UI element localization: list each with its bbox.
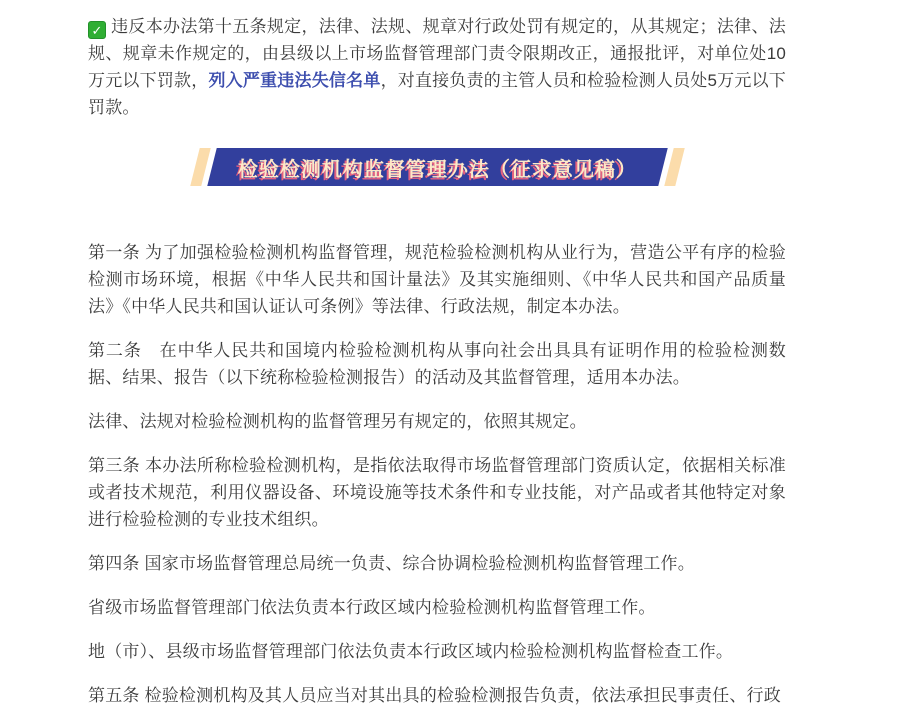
article-paragraph-1: 第一条 为了加强检验检测机构监督管理，规范检验检测机构从业行为，营造公平有序的检验检测市场环境，根据《中华人民共和国计量法》及其实施细则、《中华人民共和国产品质量法》《中华人民共和国认证认可条例》等法律、行政法规，制定本办法。 (88, 243, 786, 316)
intro-text-before: 违反本办法第十五条规定，法律、法规、规章对行政处罚有规定的，从其规定；法律、法规、规章未作规定的，由县级以上市场监督管理部门责令限期改正，通报批评，对单位处10万元以下罚款， (88, 17, 786, 90)
article-paragraph-7: 地（市）、县级市场监督管理部门依法负责本行政区域内检验检测机构监督检查工作。 (88, 642, 734, 661)
intro-text-after: ，对直接负责的主管人员和检验检测人员处5万元以下罚款。 (88, 71, 787, 117)
article-content (88, 0, 786, 709)
article-paragraph-3: 法律、法规对检验检测机构的监督管理另有规定的，依照其规定。 (88, 412, 587, 431)
article-paragraph-4: 第三条 本办法所称检验检测机构，是指依法取得市场监督管理部门资质认定，依据相关标准或者技术规范，利用仪器设备、环境设施等技术条件和专业技能，对产品或者其他特定对象进行检验检测的专业技术组织。 (88, 456, 786, 529)
check-icon (88, 21, 106, 39)
intro-highlight: 列入严重违法失信名单 (208, 71, 381, 90)
article-paragraph-6: 省级市场监督管理部门依法负责本行政区域内检验检测机构监督管理工作。 (88, 598, 656, 617)
section-banner (83, 148, 790, 186)
banner-title-box (207, 148, 667, 186)
article-paragraph-5: 第四条 国家市场监督管理总局统一负责、综合协调检验检测机构监督管理工作。 (88, 554, 695, 573)
check-glyph: ✓ (91, 23, 103, 38)
banner-right-stripe (664, 148, 684, 186)
intro-paragraph (88, 13, 786, 121)
banner-title: 检验检测机构监督管理办法（征求意见稿） (237, 158, 637, 181)
article-paragraph-8: 第五条 检验检测机构及其人员应当对其出具的检验检测报告负责，依法承担民事责任、行政 (88, 686, 781, 705)
article-paragraph-2: 第二条 在中华人民共和国境内检验检测机构从事向社会出具具有证明作用的检验检测数据、结果、报告（以下统称检验检测报告）的活动及其监督管理，适用本办法。 (88, 341, 786, 387)
